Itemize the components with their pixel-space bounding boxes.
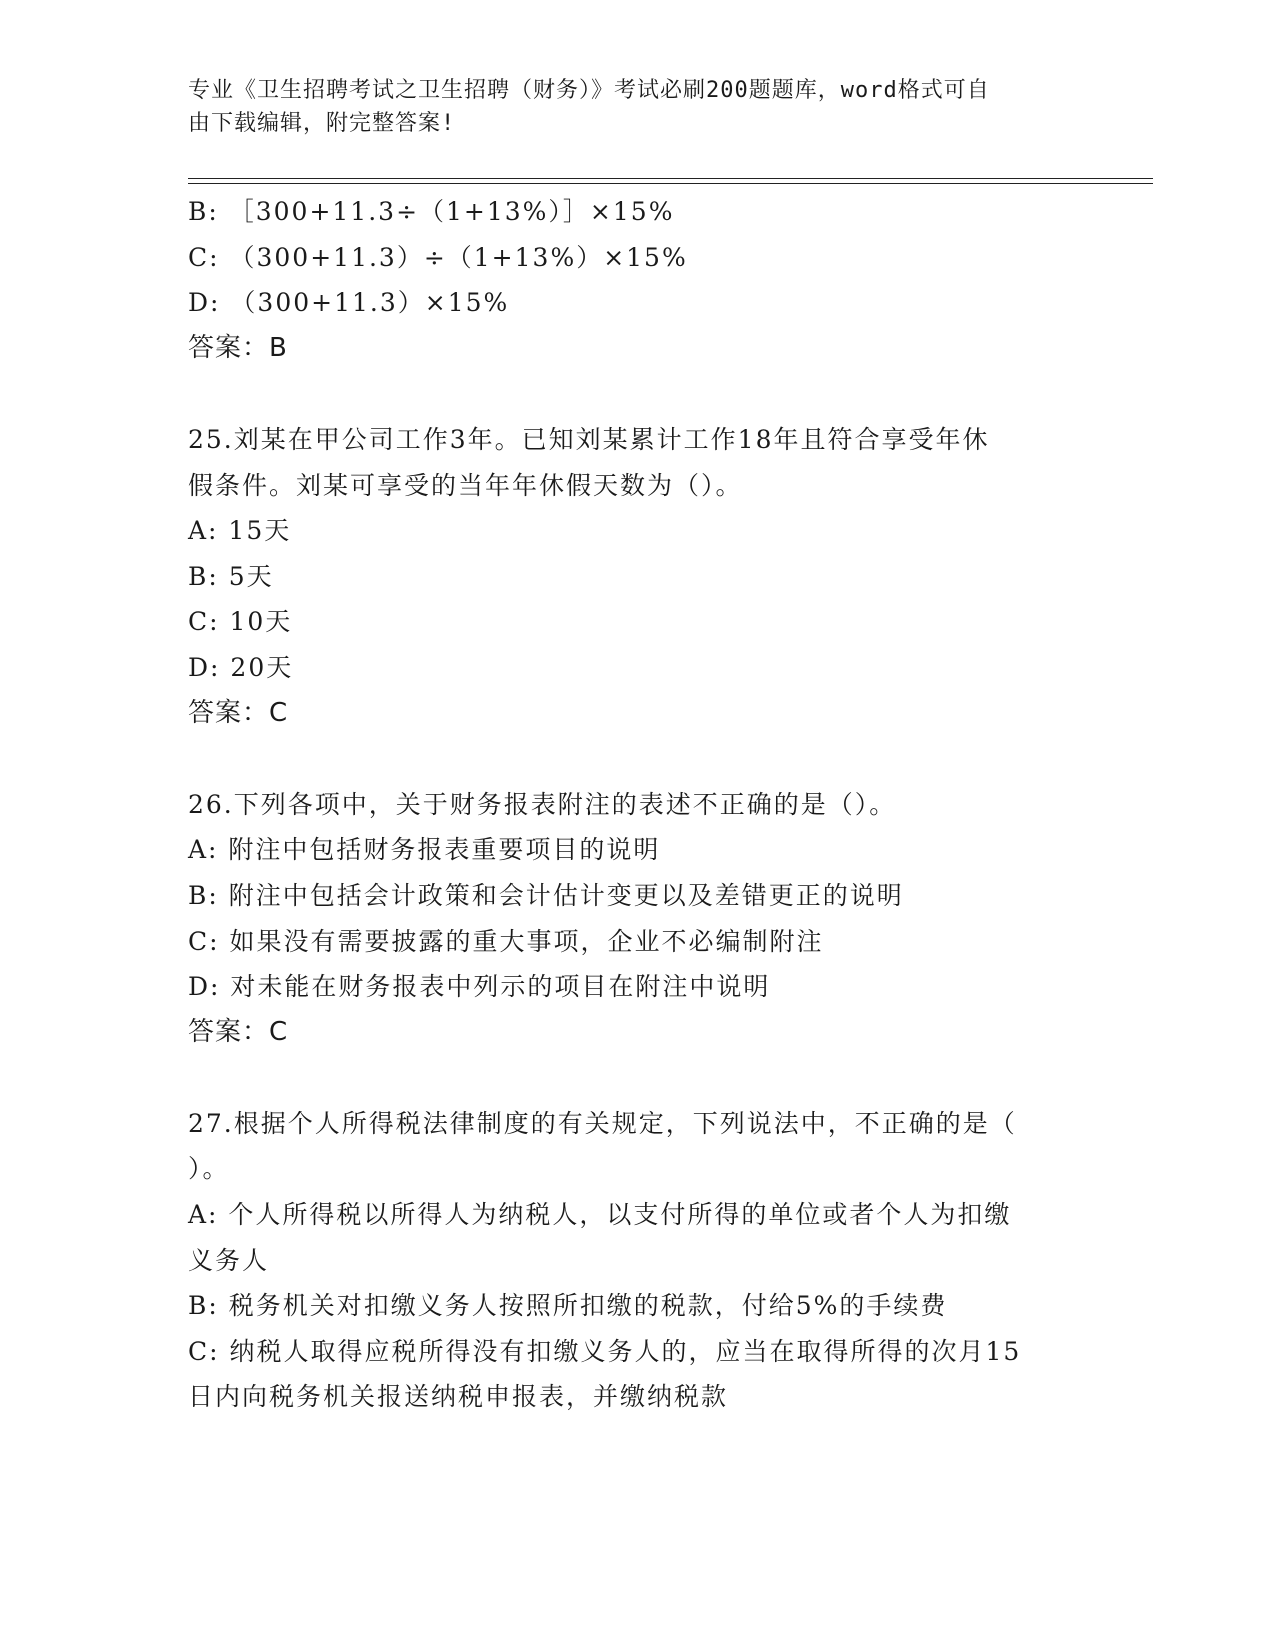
answer: 答案：C	[188, 697, 289, 728]
page-header	[188, 74, 1068, 140]
header-rule-top	[188, 178, 1153, 179]
option-b: B: 税务机关对扣缴义务人按照所扣缴的税款，付给5%的手续费	[188, 1291, 948, 1321]
question-stem-line: 假条件。刘某可享受的当年年休假天数为（）。	[188, 470, 743, 500]
option-b: B: ［300+11.3÷（1+13%）］×15%	[188, 197, 675, 226]
question-26	[188, 782, 1088, 1056]
spacer	[188, 371, 1088, 417]
question-25	[188, 417, 1088, 736]
option-a: A: 15天	[188, 516, 292, 546]
option-d: D: 对未能在财务报表中列示的项目在附注中说明	[188, 972, 771, 1002]
option-c: C: 如果没有需要披露的重大事项，企业不必编制附注	[188, 926, 824, 956]
spacer	[188, 1055, 1088, 1101]
option-b: B: 5天	[188, 561, 274, 591]
option-a: A: 附注中包括财务报表重要项目的说明	[188, 835, 661, 865]
spacer	[188, 736, 1088, 782]
question-27	[188, 1101, 1088, 1420]
option-c: C: 纳税人取得应税所得没有扣缴义务人的，应当在取得所得的次月15	[188, 1336, 1022, 1366]
question-stem-line: ）。	[188, 1154, 230, 1184]
header-line-2: 由下载编辑，附完整答案!	[188, 111, 456, 136]
question-stem-line: 27.根据个人所得税法律制度的有关规定，下列说法中，不正确的是（	[188, 1108, 1017, 1138]
option-c: C: （300+11.3）÷（1+13%）×15%	[188, 242, 688, 272]
option-a: A: 个人所得税以所得人为纳税人，以支付所得的单位或者个人为扣缴	[188, 1200, 1012, 1230]
question-stem-line: 25.刘某在甲公司工作3年。已知刘某累计工作18年且符合享受年休	[188, 424, 990, 454]
header-rule-bottom	[188, 183, 1153, 184]
question-content	[188, 189, 1088, 1420]
option-d: D: （300+11.3）×15%	[188, 288, 510, 318]
option-a-continued: 义务人	[188, 1245, 270, 1275]
answer: 答案：B	[188, 332, 288, 363]
question-fragment-24	[188, 189, 1088, 371]
option-c-continued: 日内向税务机关报送纳税申报表，并缴纳税款	[188, 1382, 729, 1412]
option-d: D: 20天	[188, 652, 294, 682]
option-b: B: 附注中包括会计政策和会计估计变更以及差错更正的说明	[188, 880, 904, 910]
option-c: C: 10天	[188, 607, 293, 637]
answer: 答案：C	[188, 1016, 289, 1047]
header-line-1: 专业《卫生招聘考试之卫生招聘（财务）》考试必刷200题题库，word格式可自	[188, 78, 990, 103]
question-stem-line: 26.下列各项中，关于财务报表附注的表述不正确的是（）。	[188, 789, 897, 819]
